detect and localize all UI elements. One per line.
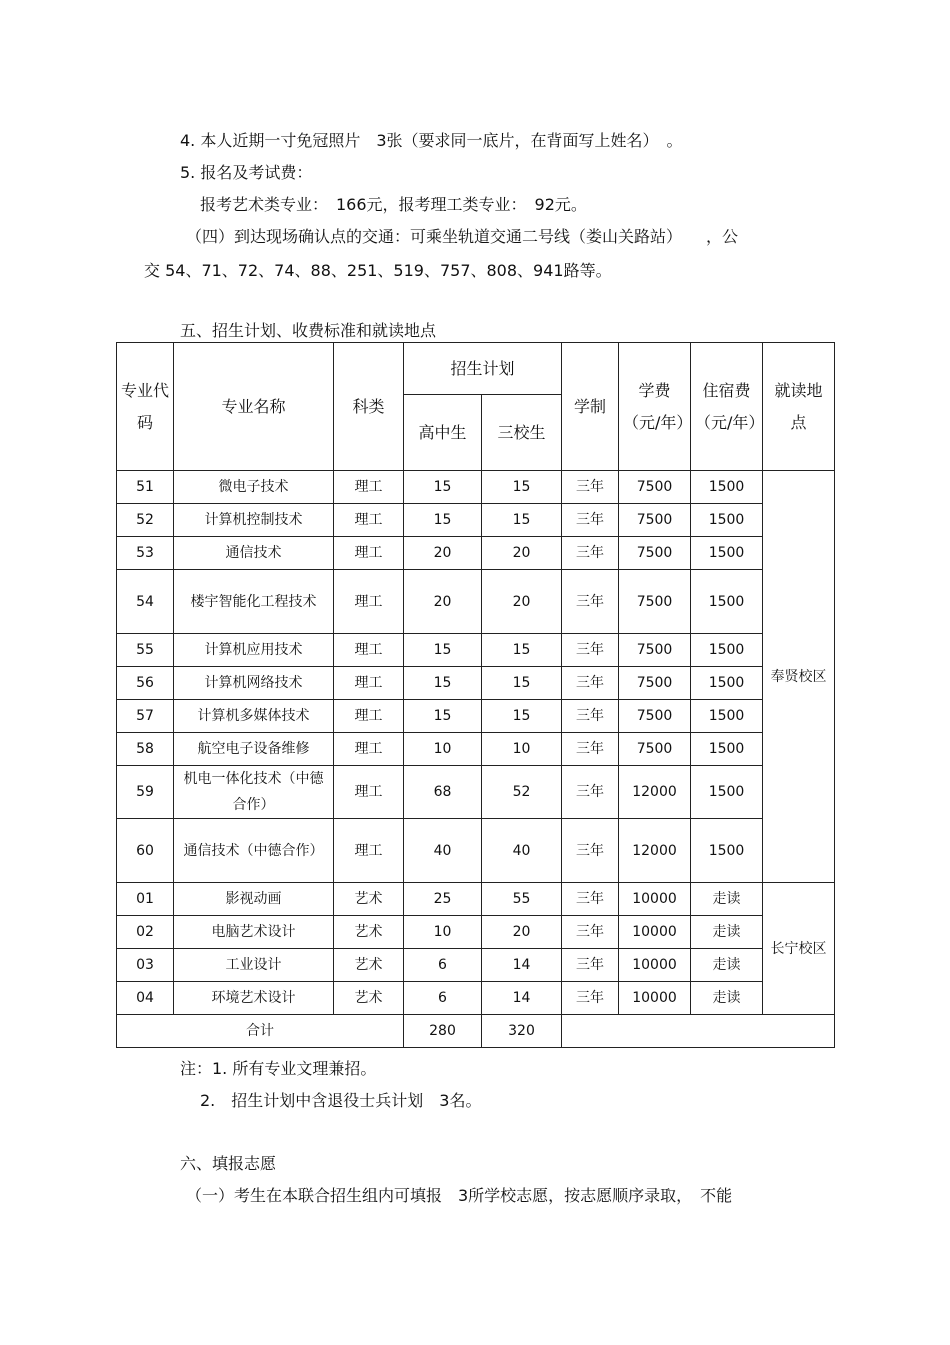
section-6-title: 六、填报志愿: [180, 1154, 277, 1173]
cell-dorm: 1500: [691, 570, 763, 634]
cell-name: 机电一体化技术（中德合作）: [174, 766, 334, 819]
header-dorm: 住宿费（元/年）: [691, 343, 763, 471]
table-row: [117, 949, 835, 982]
table-row: [117, 667, 835, 700]
header-tuition: 学费（元/年）: [619, 343, 691, 471]
cell-high-school: 25: [404, 883, 482, 916]
item-5-fee: 5. 报名及考试费：: [180, 163, 313, 182]
cell-code: 03: [117, 949, 174, 982]
cell-category: 理工: [334, 667, 404, 700]
cell-name: 计算机应用技术: [174, 634, 334, 667]
cell-dorm: 走读: [691, 982, 763, 1015]
table-row: [117, 634, 835, 667]
cell-duration: 三年: [562, 504, 619, 537]
table-row: [117, 537, 835, 570]
cell-name: 计算机控制技术: [174, 504, 334, 537]
cell-duration: 三年: [562, 982, 619, 1015]
fee-detail: 报考艺术类专业： 166元，报考理工类专业： 92元。: [200, 195, 587, 214]
transport-line-1: （四）到达现场确认点的交通：可乘坐轨道交通二号线（娄山关路站） ，公: [186, 227, 739, 246]
cell-code: 56: [117, 667, 174, 700]
cell-tuition: 7500: [619, 537, 691, 570]
cell-duration: 三年: [562, 471, 619, 504]
cell-dorm: 1500: [691, 700, 763, 733]
cell-tuition: 7500: [619, 570, 691, 634]
cell-high-school: 15: [404, 700, 482, 733]
header-category: 科类: [334, 343, 404, 471]
cell-three-school: 10: [482, 733, 562, 766]
total-empty: [562, 1015, 835, 1048]
cell-tuition: 10000: [619, 883, 691, 916]
cell-tuition: 7500: [619, 667, 691, 700]
cell-category: 理工: [334, 819, 404, 883]
header-duration: 学制: [562, 343, 619, 471]
cell-category: 理工: [334, 504, 404, 537]
cell-duration: 三年: [562, 819, 619, 883]
cell-high-school: 68: [404, 766, 482, 819]
header-plan: 招生计划: [404, 343, 562, 395]
cell-tuition: 7500: [619, 700, 691, 733]
cell-name: 通信技术: [174, 537, 334, 570]
cell-code: 52: [117, 504, 174, 537]
cell-dorm: 1500: [691, 766, 763, 819]
table-row: [117, 766, 835, 819]
cell-dorm: 1500: [691, 667, 763, 700]
enrollment-plan-table: [116, 342, 835, 1048]
cell-code: 01: [117, 883, 174, 916]
cell-category: 理工: [334, 537, 404, 570]
header-location: 就读地点: [763, 343, 835, 471]
cell-dorm: 走读: [691, 916, 763, 949]
cell-duration: 三年: [562, 916, 619, 949]
cell-name: 微电子技术: [174, 471, 334, 504]
cell-duration: 三年: [562, 634, 619, 667]
cell-high-school: 6: [404, 949, 482, 982]
cell-name: 楼宇智能化工程技术: [174, 570, 334, 634]
total-three: 320: [482, 1015, 562, 1048]
cell-code: 60: [117, 819, 174, 883]
cell-name: 通信技术（中德合作）: [174, 819, 334, 883]
note-2: 2. 招生计划中含退役士兵计划 3名。: [200, 1091, 482, 1110]
cell-three-school: 15: [482, 700, 562, 733]
cell-code: 59: [117, 766, 174, 819]
cell-three-school: 15: [482, 504, 562, 537]
cell-name: 电脑艺术设计: [174, 916, 334, 949]
cell-name: 环境艺术设计: [174, 982, 334, 1015]
cell-category: 艺术: [334, 916, 404, 949]
section-6-paragraph: （一）考生在本联合招生组内可填报 3所学校志愿，按志愿顺序录取， 不能: [186, 1186, 733, 1205]
cell-tuition: 12000: [619, 819, 691, 883]
cell-duration: 三年: [562, 667, 619, 700]
cell-dorm: 1500: [691, 471, 763, 504]
campus-changning: 长宁校区: [763, 883, 835, 1015]
cell-high-school: 10: [404, 733, 482, 766]
cell-three-school: 15: [482, 471, 562, 504]
transport-line-2: 交 54、71、72、74、88、251、519、757、808、941路等。: [144, 261, 612, 280]
cell-high-school: 15: [404, 504, 482, 537]
cell-dorm: 1500: [691, 537, 763, 570]
cell-name: 航空电子设备维修: [174, 733, 334, 766]
cell-category: 理工: [334, 766, 404, 819]
cell-high-school: 20: [404, 537, 482, 570]
cell-category: 艺术: [334, 883, 404, 916]
cell-three-school: 40: [482, 819, 562, 883]
total-label: 合计: [117, 1015, 404, 1048]
cell-duration: 三年: [562, 700, 619, 733]
cell-high-school: 15: [404, 471, 482, 504]
cell-dorm: 1500: [691, 634, 763, 667]
cell-duration: 三年: [562, 883, 619, 916]
note-1: 注：1. 所有专业文理兼招。: [180, 1059, 377, 1078]
header-name: 专业名称: [174, 343, 334, 471]
cell-three-school: 20: [482, 916, 562, 949]
cell-three-school: 14: [482, 949, 562, 982]
table-row: [117, 982, 835, 1015]
cell-name: 计算机网络技术: [174, 667, 334, 700]
cell-tuition: 10000: [619, 982, 691, 1015]
cell-code: 57: [117, 700, 174, 733]
cell-code: 04: [117, 982, 174, 1015]
cell-duration: 三年: [562, 766, 619, 819]
cell-three-school: 52: [482, 766, 562, 819]
cell-tuition: 7500: [619, 733, 691, 766]
cell-name: 影视动画: [174, 883, 334, 916]
cell-three-school: 20: [482, 570, 562, 634]
cell-high-school: 10: [404, 916, 482, 949]
table-row: [117, 471, 835, 504]
cell-category: 理工: [334, 634, 404, 667]
table-body: [117, 471, 835, 1015]
header-three-school: 三校生: [482, 395, 562, 471]
cell-duration: 三年: [562, 733, 619, 766]
cell-category: 艺术: [334, 982, 404, 1015]
cell-duration: 三年: [562, 570, 619, 634]
cell-category: 理工: [334, 733, 404, 766]
cell-code: 02: [117, 916, 174, 949]
table-row: [117, 916, 835, 949]
cell-code: 53: [117, 537, 174, 570]
cell-three-school: 14: [482, 982, 562, 1015]
cell-name: 工业设计: [174, 949, 334, 982]
table-row: [117, 570, 835, 634]
header-code: 专业代码: [117, 343, 174, 471]
table-row: [117, 504, 835, 537]
campus-fengxian: 奉贤校区: [763, 471, 835, 883]
table-row: [117, 883, 835, 916]
cell-three-school: 15: [482, 634, 562, 667]
cell-high-school: 40: [404, 819, 482, 883]
cell-dorm: 1500: [691, 733, 763, 766]
cell-high-school: 6: [404, 982, 482, 1015]
cell-three-school: 55: [482, 883, 562, 916]
cell-high-school: 20: [404, 570, 482, 634]
cell-dorm: 1500: [691, 819, 763, 883]
cell-code: 51: [117, 471, 174, 504]
table-row: [117, 733, 835, 766]
cell-category: 理工: [334, 700, 404, 733]
cell-category: 理工: [334, 471, 404, 504]
cell-code: 55: [117, 634, 174, 667]
cell-category: 理工: [334, 570, 404, 634]
cell-dorm: 走读: [691, 883, 763, 916]
cell-tuition: 7500: [619, 504, 691, 537]
cell-tuition: 12000: [619, 766, 691, 819]
cell-dorm: 走读: [691, 949, 763, 982]
cell-tuition: 10000: [619, 916, 691, 949]
cell-tuition: 7500: [619, 634, 691, 667]
cell-three-school: 15: [482, 667, 562, 700]
cell-code: 54: [117, 570, 174, 634]
cell-category: 艺术: [334, 949, 404, 982]
section-5-title: 五、招生计划、收费标准和就读地点: [180, 321, 437, 340]
cell-tuition: 7500: [619, 471, 691, 504]
cell-duration: 三年: [562, 949, 619, 982]
cell-high-school: 15: [404, 667, 482, 700]
cell-dorm: 1500: [691, 504, 763, 537]
table-row: [117, 819, 835, 883]
header-high-school: 高中生: [404, 395, 482, 471]
cell-name: 计算机多媒体技术: [174, 700, 334, 733]
cell-tuition: 10000: [619, 949, 691, 982]
item-4-photo: 4. 本人近期一寸免冠照片 3张（要求同一底片，在背面写上姓名） 。: [180, 131, 683, 150]
total-high: 280: [404, 1015, 482, 1048]
cell-high-school: 15: [404, 634, 482, 667]
table-row: [117, 700, 835, 733]
cell-code: 58: [117, 733, 174, 766]
cell-three-school: 20: [482, 537, 562, 570]
cell-duration: 三年: [562, 537, 619, 570]
